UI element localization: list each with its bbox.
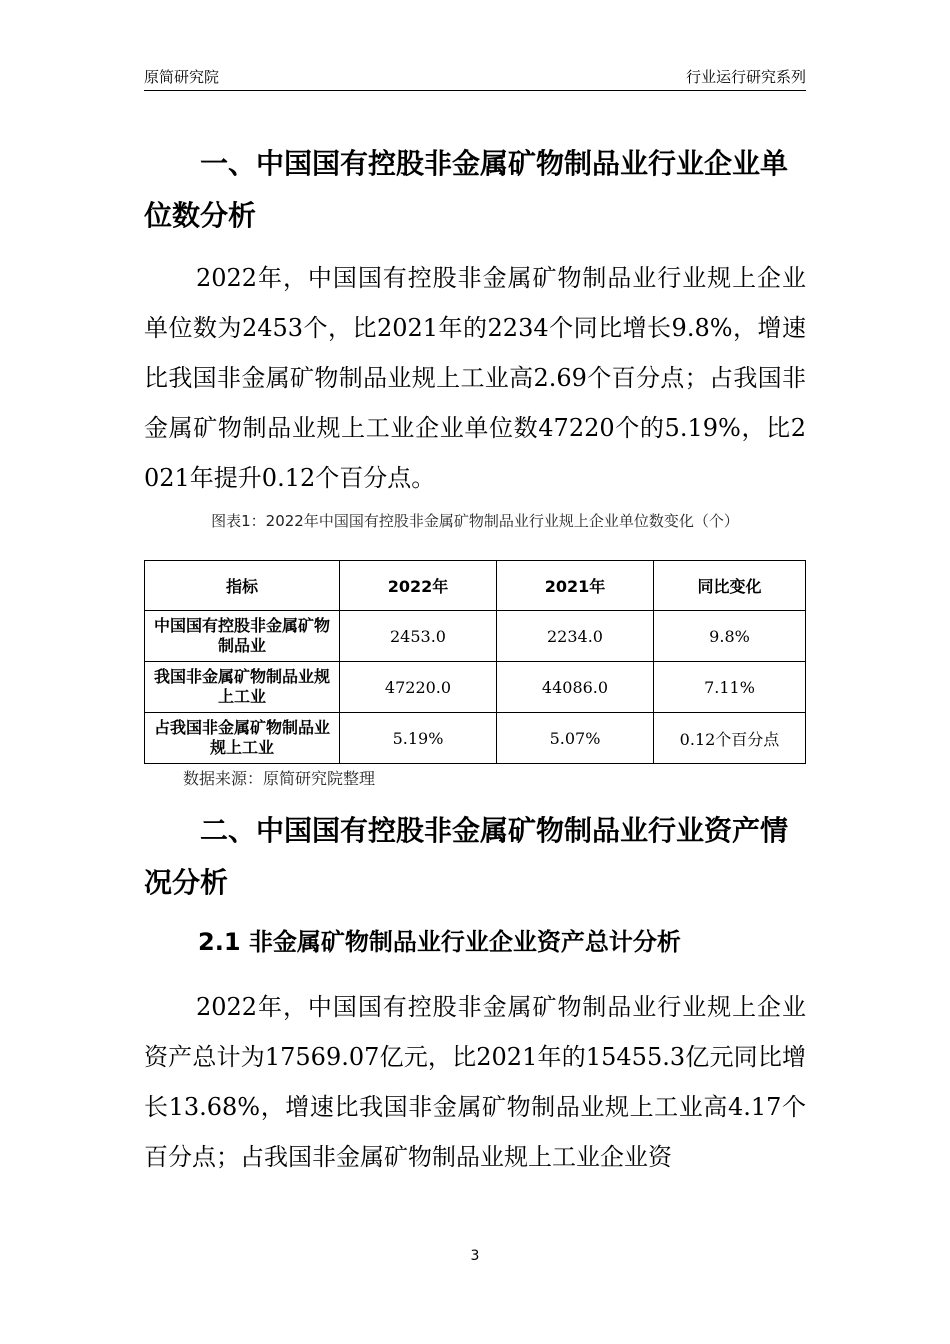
table-header-cell: 同比变化 <box>654 561 806 611</box>
page-header <box>144 66 806 91</box>
table-header-row <box>145 561 806 611</box>
table-row-label: 我国非金属矿物制品业规上工业 <box>145 662 340 713</box>
table-row-label: 中国国有控股非金属矿物制品业 <box>145 611 340 662</box>
table-cell: 44086.0 <box>497 662 654 713</box>
table-cell: 2453.0 <box>340 611 497 662</box>
header-series-name: 行业运行研究系列 <box>685 68 806 86</box>
table1-source: 数据来源：原简研究院整理 <box>183 769 376 788</box>
section2-subtitle: 2.1 非金属矿物制品业行业企业资产总计分析 <box>198 928 681 956</box>
table-header-cell: 2021年 <box>497 561 654 611</box>
table-cell: 7.11% <box>654 662 806 713</box>
table-cell: 0.12个百分点 <box>654 713 806 764</box>
table-header-cell: 2022年 <box>340 561 497 611</box>
data-table <box>144 560 806 764</box>
table-row <box>145 713 806 764</box>
table-row-label: 占我国非金属矿物制品业规上工业 <box>145 713 340 764</box>
section2-title: 二、中国国有控股非金属矿物制品业行业资产情况分析 <box>144 814 789 899</box>
table1-caption: 图表1：2022年中国国有控股非金属矿物制品业行业规上企业单位数变化（个） <box>211 512 739 530</box>
page-number: 3 <box>470 1248 480 1264</box>
table-row <box>145 611 806 662</box>
section1-title: 一、中国国有控股非金属矿物制品业行业企业单位数分析 <box>144 147 789 232</box>
table-header-cell: 指标 <box>145 561 340 611</box>
table-cell: 5.19% <box>340 713 497 764</box>
section1-paragraph: 2022年，中国国有控股非金属矿物制品业行业规上企业单位数为2453个，比2021年的2234个同比增长9.8%，增速比我国非金属矿物制品业规上工业高2.69个百分点；占我国非金属矿物制品业规上工业企业单位数47220个的5.19%，比2021年提升0.12个百分点。 <box>144 264 806 492</box>
header-org-name: 原简研究院 <box>144 68 220 86</box>
section2-paragraph: 2022年，中国国有控股非金属矿物制品业行业规上企业资产总计为17569.07亿元，比2021年的15455.3亿元同比增长13.68%，增速比我国非金属矿物制品业规上工业高4.17个百分点；占我国非金属矿物制品业规上工业企业资 <box>144 993 806 1171</box>
table-row <box>145 662 806 713</box>
table-cell: 5.07% <box>497 713 654 764</box>
table-cell: 2234.0 <box>497 611 654 662</box>
table-cell: 47220.0 <box>340 662 497 713</box>
table-cell: 9.8% <box>654 611 806 662</box>
